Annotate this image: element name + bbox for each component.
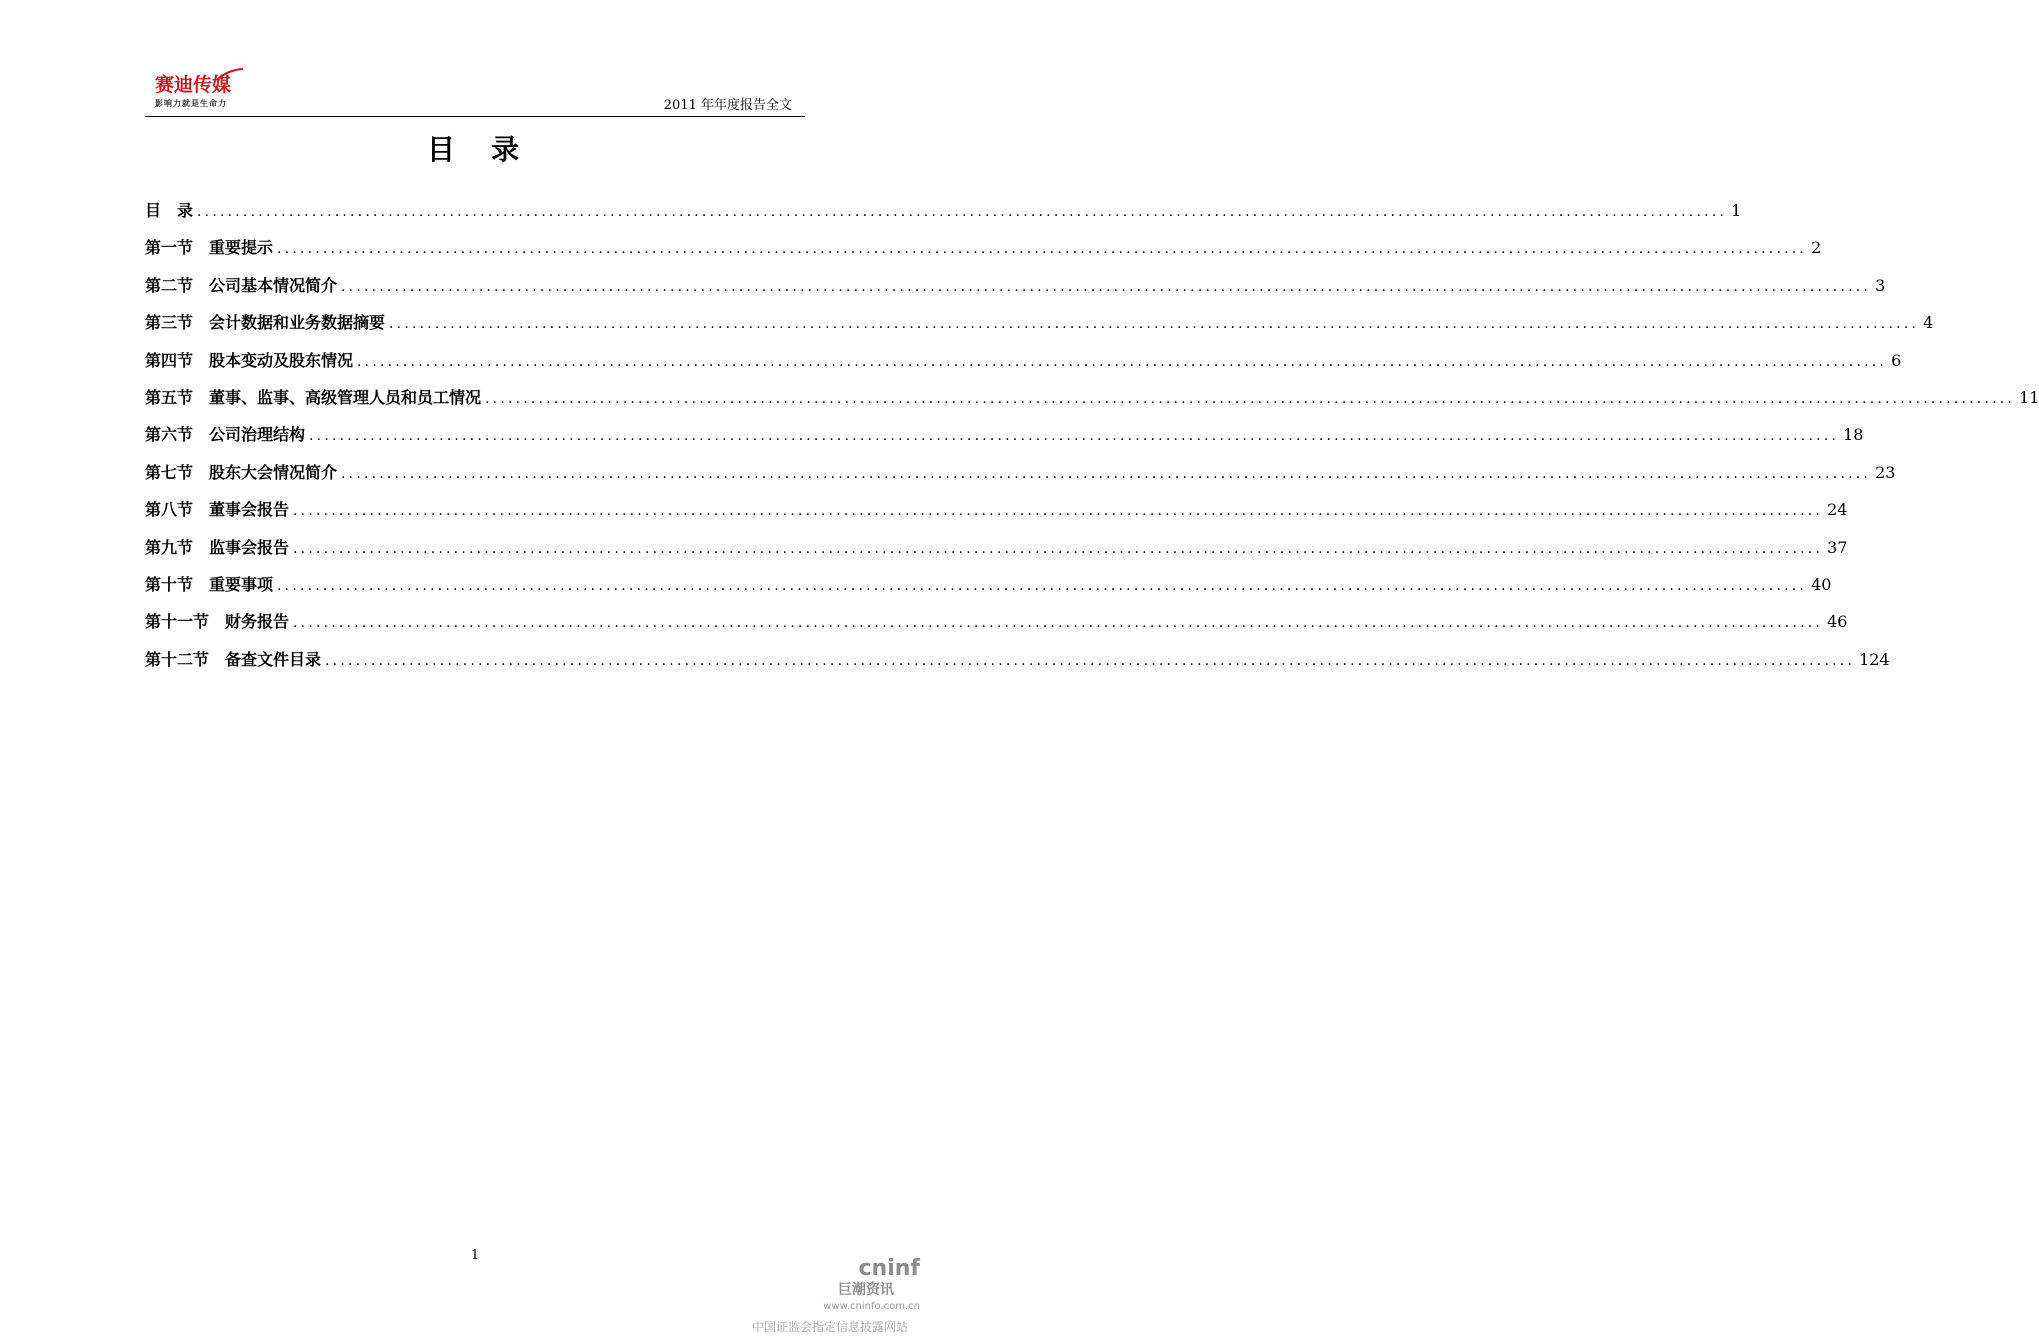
toc-item-label: 第六节 公司治理结构 (145, 425, 306, 445)
toc-item-page: 18 (1843, 425, 1864, 445)
toc-item-page: 37 (1827, 537, 1848, 557)
toc-leader-dots: ........................................................................................................................................................................................................ (341, 465, 1872, 482)
header-divider (145, 116, 805, 117)
toc-item-page: 23 (1875, 462, 1896, 482)
toc-item[interactable] (145, 572, 1832, 609)
toc-leader-dots: ........................................................................................................................................................................................................ (293, 615, 1824, 632)
toc-item[interactable] (145, 273, 1886, 310)
toc-item[interactable] (145, 647, 1890, 684)
toc-item-page: 1 (1731, 201, 1742, 220)
toc-leader-dots: ........................................................................................................................................................................................................ (309, 428, 1840, 445)
watermark-brand: cninf (858, 1256, 920, 1281)
logo-text: 赛迪传媒 (155, 74, 232, 96)
toc-leader-dots: ........................................................................................................................................................................................................ (293, 503, 1824, 520)
watermark-brand-cn: 巨潮资讯 (838, 1282, 894, 1298)
toc-item-label: 第三节 会计数据和业务数据摘要 (145, 313, 386, 333)
toc-item[interactable] (145, 348, 1902, 385)
toc-item-label: 第八节 董事会报告 (145, 500, 290, 520)
toc-leader-dots: ........................................................................................................................................................................................................ (389, 316, 1920, 333)
company-logo (155, 74, 255, 114)
toc-item-label: 第五节 董事、监事、高级管理人员和员工情况 (145, 387, 482, 407)
toc-leader-dots: ........................................................................................................................................................................................................ (357, 353, 1888, 370)
toc-item-page: 3 (1875, 275, 1886, 295)
toc-item-label: 第七节 股东大会情况简介 (145, 462, 338, 482)
toc-item-label: 第十节 重要事项 (145, 574, 274, 594)
watermark-url: www.cninfo.com.cn (823, 1301, 920, 1312)
toc-item-page: 11 (2019, 387, 2039, 407)
toc-item[interactable] (145, 422, 1864, 459)
toc-item[interactable] (145, 235, 1822, 272)
report-label: 2011 年年度报告全文 (663, 98, 792, 113)
watermark-footer: 中国证监会指定信息披露网站 (751, 1320, 908, 1334)
toc-item-label: 目 录 (145, 201, 194, 220)
toc-item-page: 24 (1827, 500, 1848, 520)
toc-item-label: 第四节 股本变动及股东情况 (145, 350, 354, 370)
toc-leader-dots: ........................................................................................................................................................................................................ (293, 540, 1824, 557)
toc-item-page: 4 (1923, 313, 1934, 333)
toc-leader-dots: ........................................................................................................................................................................................................ (197, 204, 1728, 220)
toc-item-label: 第一节 重要提示 (145, 238, 274, 258)
toc-item-label: 第二节 公司基本情况简介 (145, 275, 338, 295)
page-number: 1 (470, 1248, 480, 1263)
logo-swoosh-icon (215, 68, 245, 82)
toc-leader-dots: ........................................................................................................................................................................................................ (277, 241, 1808, 258)
toc-leader-dots: ........................................................................................................................................................................................................ (341, 278, 1872, 295)
logo-slogan: 影响力就是生命力 (155, 99, 227, 108)
toc-item-page: 2 (1811, 238, 1822, 258)
toc-item-page: 40 (1811, 574, 1832, 594)
table-of-contents (145, 198, 2039, 684)
toc-item[interactable] (145, 497, 1848, 534)
toc-leader-dots: ........................................................................................................................................................................................................ (325, 652, 1856, 669)
toc-item[interactable] (145, 310, 1934, 347)
cninfo-watermark (780, 1256, 920, 1314)
toc-item[interactable] (145, 385, 2039, 422)
toc-item[interactable] (145, 535, 1848, 572)
toc-item[interactable] (145, 609, 1848, 646)
toc-item[interactable] (145, 198, 1742, 235)
toc-item-label: 第九节 监事会报告 (145, 537, 290, 557)
toc-item-page: 46 (1827, 612, 1848, 632)
toc-item-page: 124 (1859, 649, 1890, 669)
toc-item-label: 第十二节 备查文件目录 (145, 649, 322, 669)
toc-item-label: 第十一节 财务报告 (145, 612, 290, 632)
toc-item[interactable] (145, 460, 1896, 497)
toc-leader-dots: ........................................................................................................................................................................................................ (277, 577, 1808, 594)
toc-item-page: 6 (1891, 350, 1902, 370)
toc-leader-dots: ........................................................................................................................................................................................................ (485, 390, 2016, 407)
page-title: 目 录 (426, 133, 523, 166)
